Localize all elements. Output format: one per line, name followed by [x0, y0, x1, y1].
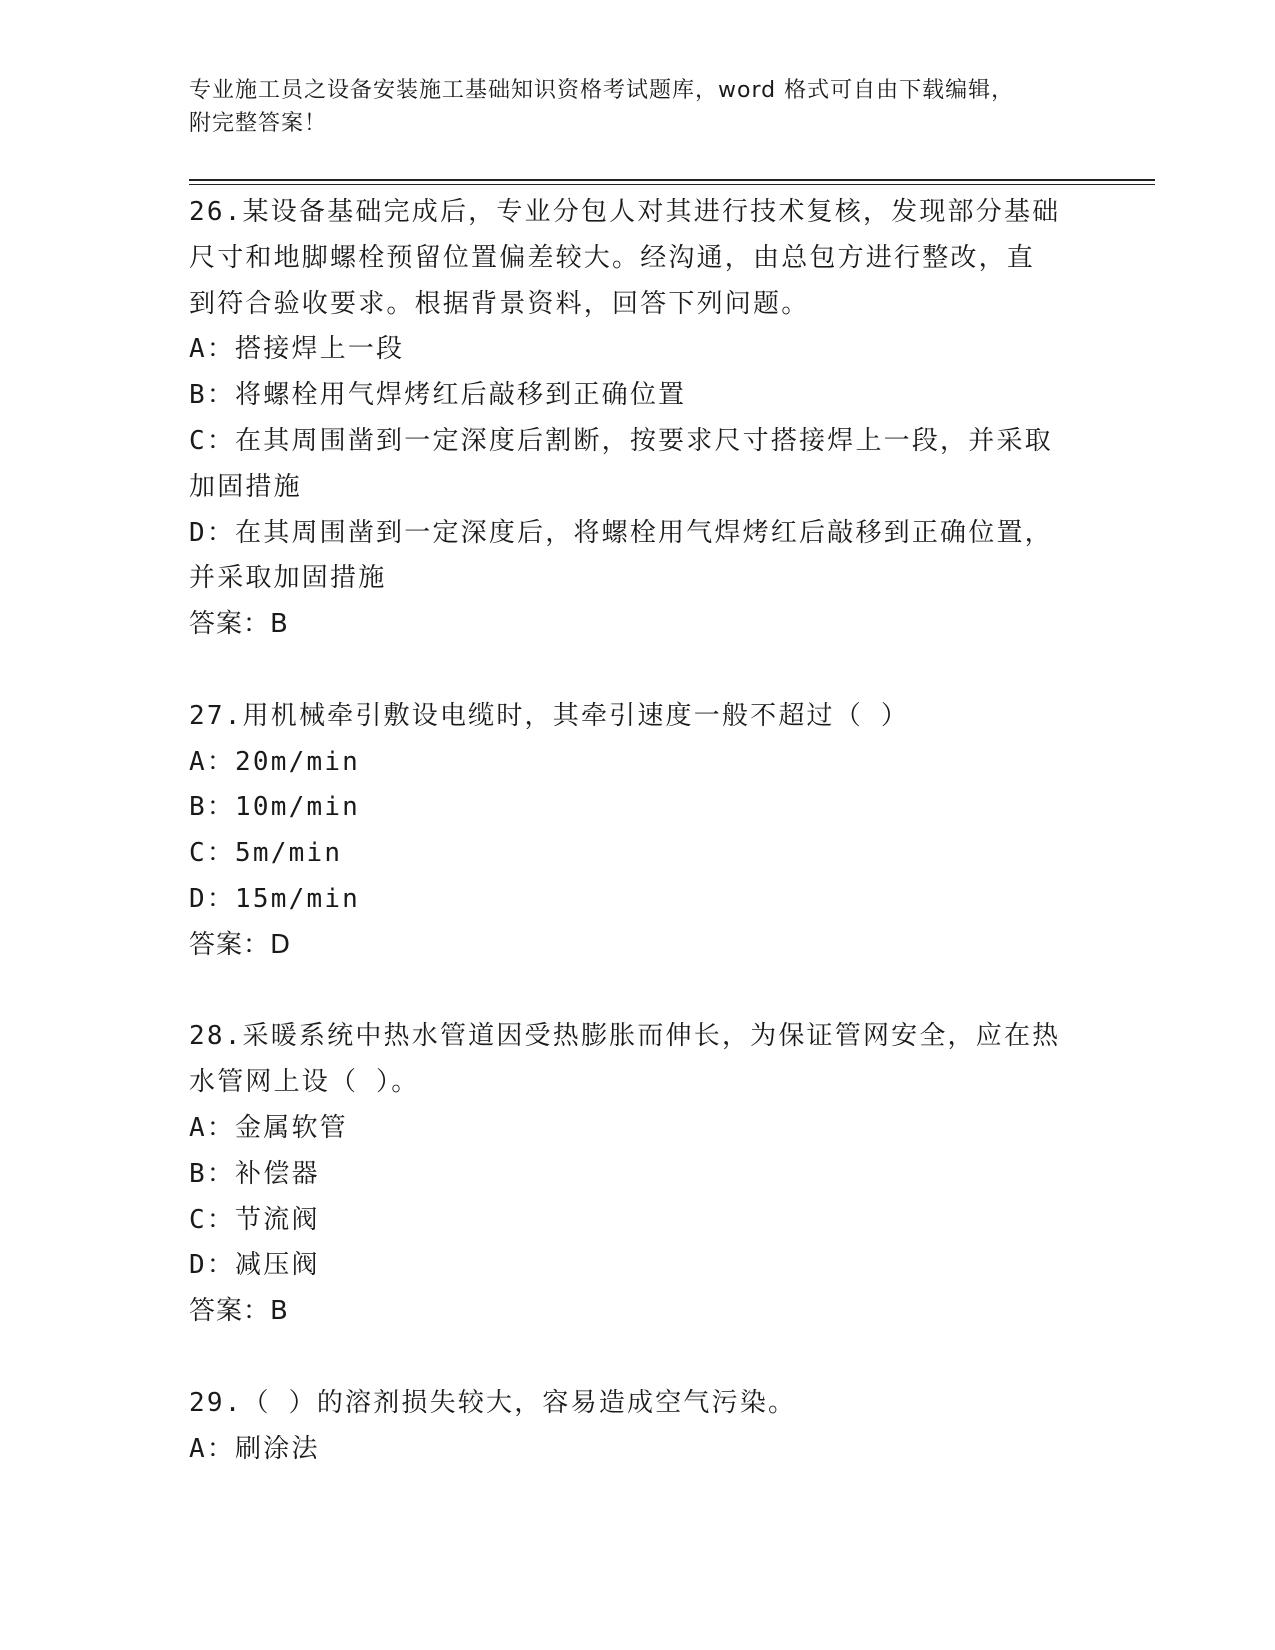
question-stem-line: 28.采暖系统中热水管道因受热膨胀而伸长，为保证管网安全，应在热: [189, 1021, 1061, 1052]
question-stem-line: 27.用机械牵引敷设电缆时，其牵引速度一般不超过（ ）: [189, 700, 910, 731]
option-b: B：补偿器: [189, 1158, 320, 1189]
option-c: C：在其周围凿到一定深度后割断，按要求尺寸搭接焊上一段，并采取: [189, 425, 1053, 456]
option-c-continued: 加固措施: [189, 471, 302, 502]
question-list: [189, 190, 1089, 1518]
option-a: A：金属软管: [189, 1112, 348, 1143]
question-stem-line: 26.某设备基础完成后，专业分包人对其进行技术复核，发现部分基础: [189, 197, 1061, 227]
question-26: [189, 190, 1089, 648]
option-b: B：10m/min: [189, 792, 361, 823]
answer-line: 答案：B: [189, 1296, 289, 1327]
question-stem-line: 尺寸和地脚螺栓预留位置偏差较大。经沟通，由总包方进行整改，直: [189, 242, 1036, 273]
option-a: A：刷涂法: [189, 1433, 320, 1464]
header-line-2: 附完整答案！: [189, 111, 328, 136]
option-d: D：15m/min: [189, 883, 361, 914]
option-d: D：在其周围凿到一定深度后，将螺栓用气焊烤红后敲移到正确位置，: [189, 517, 1053, 548]
option-a: A：20m/min: [189, 746, 361, 777]
header-line-1: 专业施工员之设备安装施工基础知识资格考试题库，word 格式可自由下载编辑，: [189, 78, 1015, 103]
option-b: B：将螺栓用气焊烤红后敲移到正确位置: [189, 380, 687, 411]
header-divider-thick: [189, 179, 1155, 181]
header-divider-thin: [189, 184, 1155, 185]
question-29: [189, 1381, 1089, 1473]
option-d: D：减压阀: [189, 1250, 320, 1281]
question-28: [189, 1014, 1089, 1335]
option-a: A：搭接焊上一段: [189, 334, 405, 365]
answer-line: 答案：B: [189, 609, 289, 640]
option-d-continued: 并采取加固措施: [189, 563, 387, 594]
question-stem-line: 水管网上设（ ）。: [189, 1067, 420, 1098]
question-stem-line: 29.（ ）的溶剂损失较大，容易造成空气污染。: [189, 1387, 797, 1418]
document-header: [189, 74, 1069, 140]
option-c: C：5m/min: [189, 838, 343, 869]
question-stem-line: 到符合验收要求。根据背景资料，回答下列问题。: [189, 288, 810, 319]
answer-line: 答案：D: [189, 929, 292, 960]
option-c: C：节流阀: [189, 1204, 320, 1235]
question-27: [189, 694, 1089, 969]
